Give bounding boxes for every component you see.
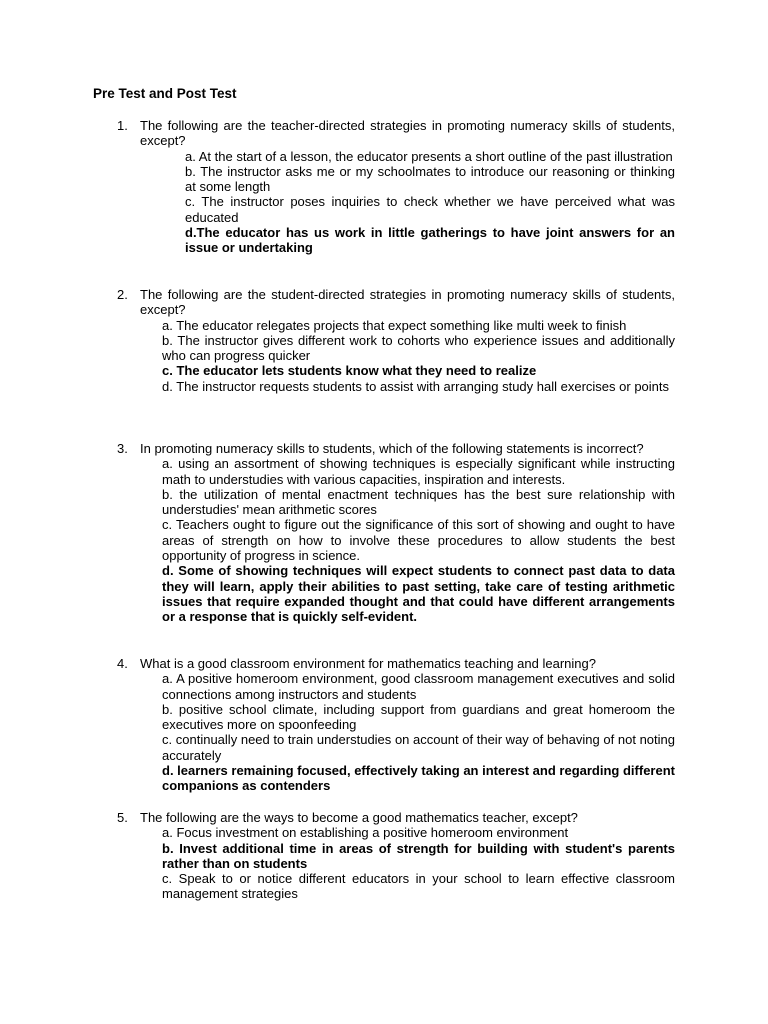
option-list	[0, 825, 768, 901]
option-d-correct-answer: d.The educator has us work in little gatherings to have joint answers for an issue or undertaking	[185, 225, 675, 256]
option-list	[0, 456, 768, 624]
question-text: The following are the ways to become a good mathematics teacher, except?	[140, 810, 578, 825]
question-text: The following are the teacher-directed strategies in promoting numeracy skills of students, except?	[140, 118, 675, 149]
question-number: 3.	[117, 441, 128, 456]
option-c: c. continually need to train understudies on account of their way of behaving of not noting accurately	[162, 732, 675, 763]
option-b: b. The instructor asks me or my schoolmates to introduce our reasoning or thinking at some length	[185, 163, 675, 195]
page-title: Pre Test and Post Test	[93, 86, 237, 101]
option-b-correct-answer: b. Invest additional time in areas of strength for building with student's parents rather than on students	[162, 840, 675, 871]
option-b: b. positive school climate, including support from guardians and great homeroom the executives more on spoonfeeding	[162, 701, 675, 733]
question-1	[0, 118, 768, 256]
option-b: b. the utilization of mental enactment techniques has the best sure relationship with understudies' mean arithmetic scores	[162, 486, 675, 518]
option-a: a. A positive homeroom environment, good classroom management executives and solid connections among instructors and students	[162, 671, 675, 702]
question-2	[0, 287, 768, 394]
option-d-correct-answer: d. Some of showing techniques will expect students to connect past data to data they will learn, apply their abilities to past setting, take care of testing arithmetic issues that require expanded thought and that could have different arrangements or a response that is quickly self-evident.	[162, 563, 675, 625]
question-number: 2.	[117, 287, 128, 302]
option-a: a. At the start of a lesson, the educator presents a short outline of the past illustration	[185, 148, 673, 164]
question-4	[0, 656, 768, 794]
option-a: a. Focus investment on establishing a positive homeroom environment	[162, 825, 569, 841]
option-d: d. The instructor requests students to assist with arranging study hall exercises or points	[162, 378, 670, 394]
option-c: c. The instructor poses inquiries to check whether we have perceived what was educated	[185, 194, 675, 225]
option-b: b. The instructor gives different work to cohorts who experience issues and additionally who can progress quicker	[162, 332, 675, 364]
option-a: a. The educator relegates projects that expect something like multi week to finish	[162, 317, 627, 333]
question-3	[0, 441, 768, 625]
question-5	[0, 810, 768, 902]
option-a: a. using an assortment of showing techniques is especially significant while instructing math to understudies with various capacities, inspiration and interests.	[162, 456, 675, 487]
option-list	[0, 318, 768, 394]
question-number: 1.	[117, 118, 128, 133]
question-number: 4.	[117, 656, 128, 671]
option-c-correct-answer: c. The educator lets students know what they need to realize	[162, 363, 537, 379]
option-list	[0, 149, 768, 256]
question-text: What is a good classroom environment for mathematics teaching and learning?	[140, 656, 596, 671]
option-d-correct-answer: d. learners remaining focused, effectively taking an interest and regarding different companions as contenders	[162, 763, 675, 794]
question-number: 5.	[117, 810, 128, 825]
option-list	[0, 671, 768, 793]
option-c: c. Teachers ought to figure out the significance of this sort of showing and ought to have areas of strength on how to involve these procedures to allow students the best opportunity of progress in science.	[162, 517, 675, 564]
question-text: In promoting numeracy skills to students, which of the following statements is incorrect?	[140, 441, 644, 456]
question-text: The following are the student-directed strategies in promoting numeracy skills of students, except?	[140, 287, 675, 318]
option-c: c. Speak to or notice different educators in your school to learn effective classroom management strategies	[162, 871, 675, 902]
